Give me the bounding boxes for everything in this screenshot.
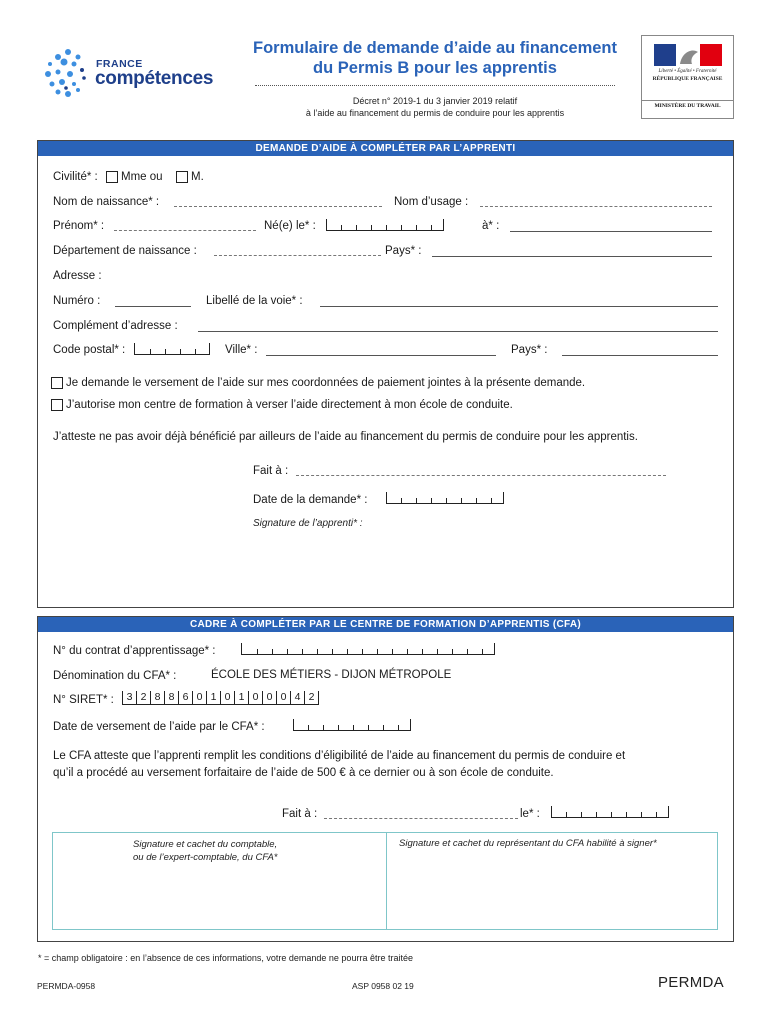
postal-code-label: Code postal* :	[53, 344, 126, 356]
birth-name-field[interactable]	[174, 206, 382, 207]
cfa-date-label: le* :	[520, 808, 540, 820]
logo-dots-icon	[44, 48, 92, 100]
request-date-label: Date de la demande* :	[253, 494, 368, 506]
form-title: Formulaire de demande d’aide au financement du Permis B pour les apprentis	[252, 39, 617, 77]
cfa-section-heading: CADRE À COMPLÉTER PAR LE CENTRE DE FORMATION D’APPRENTIS (CFA)	[38, 617, 733, 632]
payment-date-field[interactable]	[293, 719, 411, 731]
apprentice-attestation: J’atteste ne pas avoir déjà bénéficié par ailleurs de l’aide au financement du permis de conduire pour les apprentis.	[53, 431, 638, 443]
cfa-date-field[interactable]	[551, 806, 669, 818]
gov-motto: Liberté • Égalité • Fraternité	[658, 69, 717, 74]
logo-line2: compétences	[95, 68, 214, 89]
signature-divider	[386, 833, 387, 929]
address-label: Adresse :	[53, 270, 102, 282]
payment-own-checkbox[interactable]	[51, 377, 63, 389]
usage-name-label: Nom d’usage :	[394, 196, 469, 208]
city-field[interactable]	[266, 355, 496, 356]
mandatory-field-note: * = champ obligatoire : en l’absence de ces informations, votre demande ne pourra être traitée	[38, 953, 413, 963]
payment-own-label: Je demande le versement de l’aide sur mes coordonnées de paiement jointes à la présente demande.	[66, 377, 586, 389]
logo-line1: FRANCE	[96, 58, 143, 70]
apprentice-signature-area[interactable]	[250, 532, 710, 602]
m-label: M.	[191, 171, 204, 183]
marianne-flag-icon	[654, 44, 722, 66]
gov-republic: RÉPUBLIQUE FRANÇAISE	[652, 76, 723, 82]
france-competences-logo	[44, 48, 234, 100]
country-field[interactable]	[562, 355, 718, 356]
siret-digit: 6	[179, 691, 193, 705]
siret-label: N° SIRET* :	[53, 694, 114, 706]
decree-line2: à l’aide au financement du permis de conduire pour les apprentis	[305, 107, 565, 118]
birth-date-field[interactable]	[326, 219, 444, 231]
siret-digit: 0	[277, 691, 291, 705]
siret-digit: 8	[151, 691, 165, 705]
made-at-field[interactable]	[296, 475, 666, 476]
postal-code-field[interactable]	[134, 343, 210, 355]
address-complement-field[interactable]	[198, 331, 718, 332]
city-label: Ville* :	[225, 344, 258, 356]
m-checkbox[interactable]	[176, 171, 188, 183]
cfa-name-label: Dénomination du CFA* :	[53, 670, 177, 682]
cfa-attestation-line2: qu’il a procédé au versement forfaitaire de l’aide de 500 € à ce dernier ou à son école de conduite.	[53, 767, 554, 779]
siret-digit: 8	[165, 691, 179, 705]
siret-digit: 0	[263, 691, 277, 705]
apprentice-section-heading: DEMANDE D’AIDE À COMPLÉTER PAR L’APPRENTI	[38, 141, 733, 156]
decree-text	[250, 96, 620, 119]
birth-department-field[interactable]	[214, 255, 381, 256]
siret-field[interactable]	[122, 691, 319, 705]
government-logo	[641, 35, 734, 119]
street-number-label: Numéro :	[53, 295, 101, 307]
request-date-field[interactable]	[386, 492, 504, 504]
asp-reference: ASP 0958 02 19	[352, 981, 414, 991]
street-name-label: Libellé de la voie* :	[206, 295, 303, 307]
cfa-name-value[interactable]: ÉCOLE DES MÉTIERS - DIJON MÉTROPOLE	[211, 669, 452, 681]
street-number-field[interactable]	[115, 306, 191, 307]
birth-place-label: à* :	[482, 220, 500, 232]
mme-label: Mme ou	[121, 171, 163, 183]
siret-digit: 2	[305, 691, 319, 705]
birth-country-label: Pays* :	[385, 245, 422, 257]
form-code: PERMDA-0958	[37, 981, 96, 991]
first-name-field[interactable]	[114, 230, 256, 231]
payment-school-checkbox[interactable]	[51, 399, 63, 411]
birth-place-field[interactable]	[510, 231, 712, 232]
siret-digit: 0	[249, 691, 263, 705]
cfa-made-at-label: Fait à :	[282, 808, 318, 820]
first-name-label: Prénom* :	[53, 220, 105, 232]
birth-date-label: Né(e) le* :	[264, 220, 316, 232]
payment-date-label: Date de versement de l’aide par le CFA* :	[53, 721, 265, 733]
decree-line1: Décret n° 2019-1 du 3 janvier 2019 relatif	[352, 96, 518, 106]
siret-digit: 1	[235, 691, 249, 705]
siret-digit: 0	[193, 691, 207, 705]
made-at-label: Fait à :	[253, 465, 289, 477]
civility-label: Civilité* :	[53, 171, 98, 183]
siret-digit: 1	[207, 691, 221, 705]
mme-checkbox[interactable]	[106, 171, 118, 183]
address-complement-label: Complément d’adresse :	[53, 320, 178, 332]
siret-digit: 0	[221, 691, 235, 705]
birth-name-label: Nom de naissance* :	[53, 196, 160, 208]
representative-signature-label[interactable]: Signature et cachet du représentant du CFA habilité à signer*	[399, 838, 657, 849]
siret-digit: 3	[123, 691, 137, 705]
birth-country-field[interactable]	[432, 256, 712, 257]
apprentice-signature-label: Signature de l’apprenti* :	[253, 518, 363, 529]
cfa-attestation-line1: Le CFA atteste que l’apprenti remplit les conditions d’éligibilité de l’aide au financement du permis de conduire et	[53, 750, 626, 762]
payment-school-label: J’autorise mon centre de formation à verser l’aide directement à mon école de conduite.	[66, 399, 513, 411]
siret-digit: 2	[137, 691, 151, 705]
accountant-signature-line1: Signature et cachet du comptable,	[133, 839, 278, 850]
birth-department-label: Département de naissance :	[53, 245, 197, 257]
country-label: Pays* :	[511, 344, 548, 356]
accountant-signature-label[interactable]	[133, 838, 278, 864]
street-name-field[interactable]	[320, 306, 718, 307]
accountant-signature-line2: ou de l’expert-comptable, du CFA*	[133, 852, 278, 863]
contract-number-label: N° du contrat d’apprentissage* :	[53, 645, 216, 657]
title-divider	[255, 85, 615, 86]
siret-digit: 4	[291, 691, 305, 705]
usage-name-field[interactable]	[480, 206, 712, 207]
contract-number-field[interactable]	[241, 643, 495, 655]
cfa-made-at-field[interactable]	[324, 818, 518, 819]
form-short-name: PERMDA	[658, 974, 724, 991]
gov-ministry: MINISTÈRE DU TRAVAIL	[642, 100, 733, 109]
cfa-signature-box	[52, 832, 718, 930]
